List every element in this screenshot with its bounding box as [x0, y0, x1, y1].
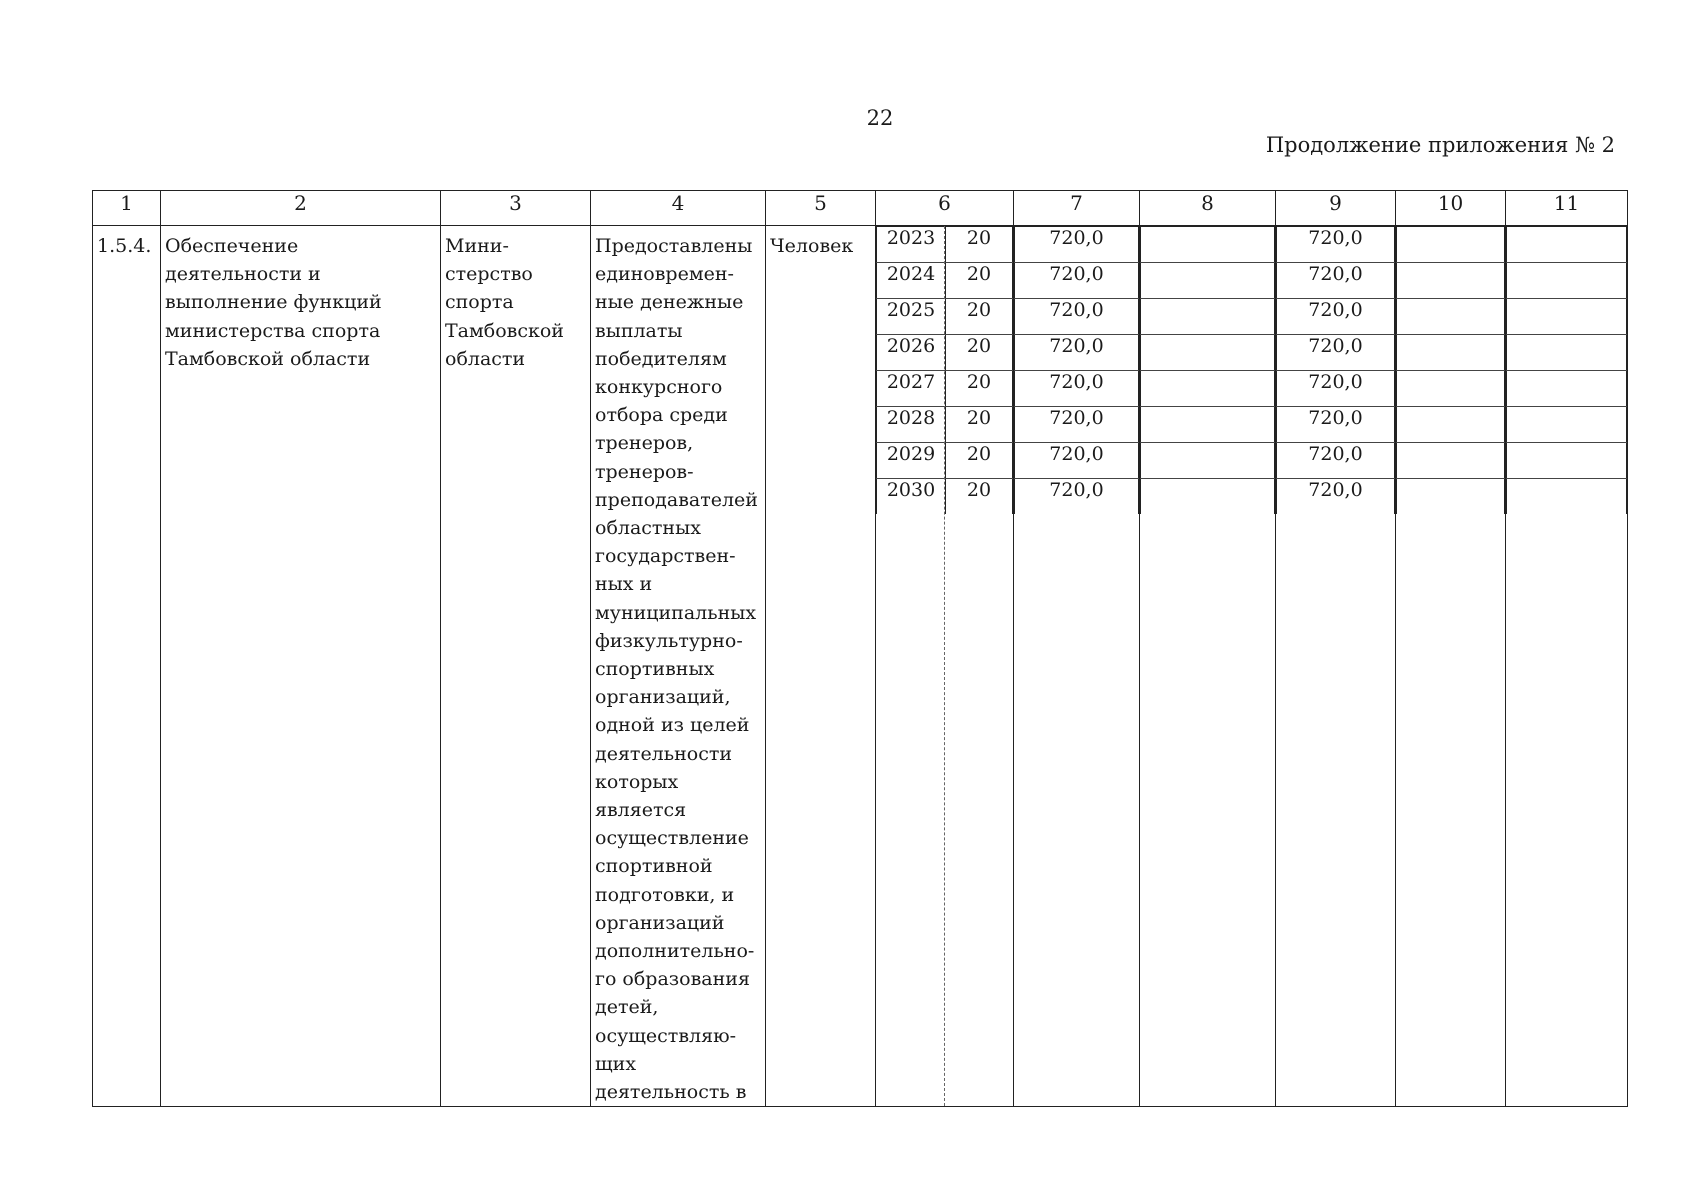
- col8-row: [1141, 227, 1275, 263]
- value-cell: 20: [946, 299, 1013, 335]
- col8-cell: [1140, 226, 1276, 1107]
- row-number-cell: [93, 226, 161, 1107]
- value-cell: 20: [946, 407, 1013, 443]
- row-result-cell: [591, 226, 766, 1107]
- col11-row: [1507, 299, 1627, 335]
- header-cell: 5: [766, 191, 876, 226]
- col10-row: [1397, 299, 1505, 335]
- col11-value: [1507, 371, 1627, 407]
- row-unit: Человек: [770, 235, 854, 257]
- table-row: [93, 226, 1628, 1107]
- col9-row: [1277, 227, 1395, 263]
- col11-value: [1507, 263, 1627, 299]
- col10-value: [1397, 299, 1505, 335]
- year-cell: 2030: [877, 479, 946, 515]
- appendix-label: Продолжение приложения № 2: [1265, 133, 1615, 157]
- col10-row: [1397, 371, 1505, 407]
- col11-row: [1507, 407, 1627, 443]
- col7-row: [1015, 479, 1139, 515]
- col11-value: [1507, 299, 1627, 335]
- col10-value: [1397, 407, 1505, 443]
- year-cell: 2024: [877, 263, 946, 299]
- col7-value: 720,0: [1015, 263, 1139, 299]
- col8-value: [1141, 371, 1275, 407]
- col10-row: [1397, 443, 1505, 479]
- page-number: 22: [866, 106, 894, 130]
- col8-value: [1141, 263, 1275, 299]
- value-cell: 20: [946, 443, 1013, 479]
- header-cell: 9: [1276, 191, 1396, 226]
- col7-value: 720,0: [1015, 335, 1139, 371]
- value-cell: 20: [946, 479, 1013, 515]
- col7-row: [1015, 407, 1139, 443]
- year-cell: 2026: [877, 335, 946, 371]
- header-row: [93, 191, 1628, 226]
- row-result: Предоставлены единовремен-ные денежные выплаты победителям конкурсного отбора среди тренеров, тренеров-преподавателей областных государствен-ных и муниципальных физкультурно-спортивных организаций, одной из целей деятельности которых является осуществление спортивной подготовки, и организаций дополнительно-го образования детей, осуществляю-щих деятельность в: [595, 235, 758, 1104]
- col8-row: [1141, 443, 1275, 479]
- header-cell: 8: [1140, 191, 1276, 226]
- col8-row: [1141, 371, 1275, 407]
- col10-value: [1397, 263, 1505, 299]
- col11-row: [1507, 227, 1627, 263]
- col8-value: [1141, 227, 1275, 263]
- col9-row: [1277, 299, 1395, 335]
- col10-value: [1397, 443, 1505, 479]
- col8-row: [1141, 407, 1275, 443]
- header-cell: 3: [441, 191, 591, 226]
- col8-row: [1141, 335, 1275, 371]
- year-cell: 2023: [877, 227, 946, 263]
- year-cell: 2029: [877, 443, 946, 479]
- col11-value: [1507, 227, 1627, 263]
- col8-value: [1141, 299, 1275, 335]
- col7-value: 720,0: [1015, 227, 1139, 263]
- col11-row: [1507, 443, 1627, 479]
- col10-value: [1397, 227, 1505, 263]
- col10-table: [1396, 226, 1505, 514]
- col8-value: [1141, 335, 1275, 371]
- header-cell: 11: [1506, 191, 1628, 226]
- col7-value: 720,0: [1015, 443, 1139, 479]
- col7-row: [1015, 227, 1139, 263]
- col11-row: [1507, 263, 1627, 299]
- col11-table: [1506, 226, 1627, 514]
- col9-value: 720,0: [1277, 479, 1395, 515]
- value-cell: 20: [946, 335, 1013, 371]
- col9-cell: [1276, 226, 1396, 1107]
- col9-value: 720,0: [1277, 335, 1395, 371]
- row-executor-cell: [441, 226, 591, 1107]
- col11-value: [1507, 443, 1627, 479]
- col7-row: [1015, 443, 1139, 479]
- col9-value: 720,0: [1277, 407, 1395, 443]
- col8-row: [1141, 299, 1275, 335]
- header-cell: 10: [1396, 191, 1506, 226]
- col8-row: [1141, 263, 1275, 299]
- header-cell: 1: [93, 191, 161, 226]
- col11-value: [1507, 335, 1627, 371]
- col9-table: [1276, 226, 1395, 514]
- row-number: 1.5.4.: [97, 235, 152, 257]
- col10-row: [1397, 479, 1505, 515]
- col8-table: [1140, 226, 1275, 514]
- col7-row: [1015, 335, 1139, 371]
- col7-value: 720,0: [1015, 371, 1139, 407]
- col9-row: [1277, 263, 1395, 299]
- col10-cell: [1396, 226, 1506, 1107]
- col9-value: 720,0: [1277, 371, 1395, 407]
- header-cell: 2: [161, 191, 441, 226]
- col7-value: 720,0: [1015, 479, 1139, 515]
- col8-value: [1141, 443, 1275, 479]
- col9-row: [1277, 335, 1395, 371]
- row-executor: Мини-стерство спорта Тамбовской области: [445, 235, 564, 370]
- col8-value: [1141, 407, 1275, 443]
- value-cell: 20: [946, 371, 1013, 407]
- col7-table: [1014, 226, 1139, 514]
- col9-row: [1277, 371, 1395, 407]
- program-table: [92, 190, 1628, 1107]
- col10-value: [1397, 479, 1505, 515]
- col8-row: [1141, 479, 1275, 515]
- col9-value: 720,0: [1277, 443, 1395, 479]
- col11-row: [1507, 335, 1627, 371]
- col10-row: [1397, 263, 1505, 299]
- col7-cell: [1014, 226, 1140, 1107]
- col10-row: [1397, 335, 1505, 371]
- header-cell: 7: [1014, 191, 1140, 226]
- col7-value: 720,0: [1015, 407, 1139, 443]
- col7-row: [1015, 263, 1139, 299]
- col11-value: [1507, 479, 1627, 515]
- col6-divider: [944, 226, 945, 1106]
- col10-value: [1397, 335, 1505, 371]
- col9-row: [1277, 443, 1395, 479]
- row-name-cell: [161, 226, 441, 1107]
- col9-row: [1277, 479, 1395, 515]
- col10-row: [1397, 407, 1505, 443]
- year-cell: 2028: [877, 407, 946, 443]
- col11-row: [1507, 479, 1627, 515]
- header-cell: 4: [591, 191, 766, 226]
- value-cell: 20: [946, 227, 1013, 263]
- col7-row: [1015, 371, 1139, 407]
- col9-value: 720,0: [1277, 227, 1395, 263]
- col8-value: [1141, 479, 1275, 515]
- col6-cell: [876, 226, 1014, 1107]
- col11-cell: [1506, 226, 1628, 1107]
- col10-value: [1397, 371, 1505, 407]
- year-cell: 2025: [877, 299, 946, 335]
- col10-row: [1397, 227, 1505, 263]
- row-name: Обеспечение деятельности и выполнение функций министерства спорта Тамбовской области: [165, 235, 382, 370]
- col7-row: [1015, 299, 1139, 335]
- col11-row: [1507, 371, 1627, 407]
- header-cell: 6: [876, 191, 1014, 226]
- col9-value: 720,0: [1277, 263, 1395, 299]
- col7-value: 720,0: [1015, 299, 1139, 335]
- col9-value: 720,0: [1277, 299, 1395, 335]
- col11-value: [1507, 407, 1627, 443]
- value-cell: 20: [946, 263, 1013, 299]
- row-unit-cell: [766, 226, 876, 1107]
- col9-row: [1277, 407, 1395, 443]
- year-cell: 2027: [877, 371, 946, 407]
